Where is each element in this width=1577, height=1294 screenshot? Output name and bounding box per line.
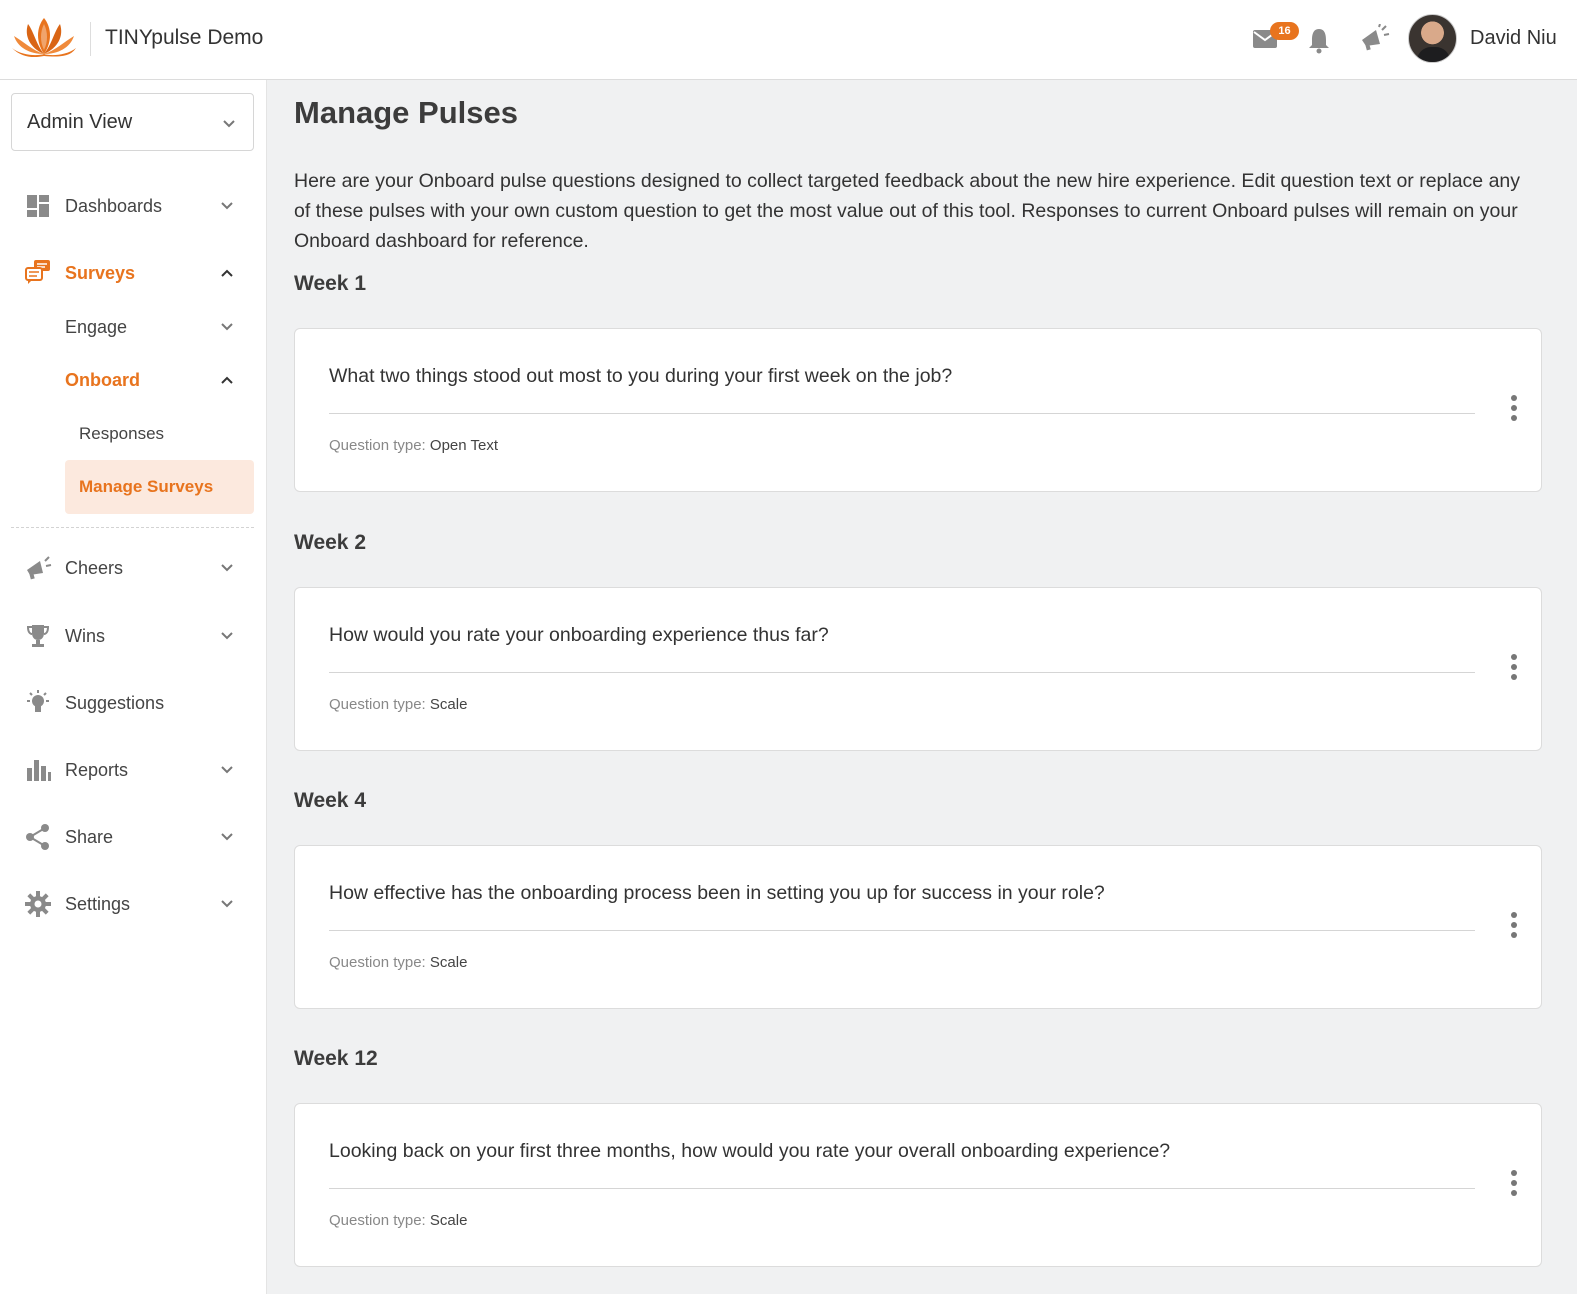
pulse-card[interactable] xyxy=(294,1103,1542,1267)
sidebar-item-wins[interactable] xyxy=(0,614,267,658)
surveys-icon xyxy=(24,258,52,286)
brand-divider xyxy=(90,22,91,56)
lotus-logo-icon[interactable] xyxy=(10,14,78,60)
sidebar-item-label: Cheers xyxy=(65,558,124,578)
question-type-value: Open Text xyxy=(429,437,499,454)
user-name[interactable]: David Niu xyxy=(1470,27,1557,49)
more-options-icon[interactable] xyxy=(1509,654,1519,684)
app-title[interactable]: TINYpulse Demo xyxy=(105,26,264,49)
sidebar-item-label: Wins xyxy=(65,626,105,646)
sidebar-item-share[interactable] xyxy=(0,815,267,859)
trophy-icon xyxy=(24,622,52,650)
pulse-question[interactable]: How effective has the onboarding process been in setting you up for success in your role? xyxy=(329,882,1105,904)
pulse-card[interactable] xyxy=(294,587,1542,751)
pulse-question[interactable]: How would you rate your onboarding experience thus far? xyxy=(329,624,829,646)
intro-text: Here are your Onboard pulse questions designed to collect targeted feedback about the new hire experience. Edit question text or replace any of these pulses with your own custom question to get the most value out of this tool. Responses to current Onboard pulses will remain on your Onboard dashboard for reference. xyxy=(294,170,1521,252)
week-heading: Week 12 xyxy=(294,1047,378,1070)
view-select[interactable] xyxy=(11,93,254,151)
chevron-down-icon xyxy=(220,763,234,777)
divider xyxy=(329,930,1475,931)
chevron-down-icon xyxy=(220,830,234,844)
sidebar-subitem-label: Responses xyxy=(79,424,165,443)
week-heading: Week 1 xyxy=(294,272,366,295)
question-type-value: Scale xyxy=(429,696,468,713)
sidebar-item-onboard[interactable] xyxy=(0,358,267,402)
sidebar-item-engage[interactable] xyxy=(0,305,267,349)
question-type-prefix: Question type: xyxy=(329,954,430,971)
sidebar-item-label: Settings xyxy=(65,894,131,914)
divider xyxy=(329,1188,1475,1189)
divider xyxy=(329,672,1475,673)
pulse-card[interactable] xyxy=(294,845,1542,1009)
sidebar-item-label: Dashboards xyxy=(65,196,163,216)
question-type-prefix: Question type: xyxy=(329,696,430,713)
more-options-icon[interactable] xyxy=(1509,1170,1519,1200)
pulse-question[interactable]: Looking back on your first three months, how would you rate your overall onboarding experience? xyxy=(329,1140,1171,1162)
sidebar-item-label: Share xyxy=(65,827,114,847)
question-type-value: Scale xyxy=(429,954,468,971)
chevron-down-icon xyxy=(220,561,234,575)
chevron-down-icon xyxy=(222,116,236,130)
pulse-question[interactable]: What two things stood out most to you during your first week on the job? xyxy=(329,365,953,387)
sidebar-item-responses[interactable] xyxy=(0,412,267,456)
question-type xyxy=(329,437,498,454)
share-icon xyxy=(24,823,52,851)
question-type-prefix: Question type: xyxy=(329,1212,430,1229)
bar-chart-icon xyxy=(24,756,52,784)
sidebar-item-label: Suggestions xyxy=(65,693,165,713)
question-type-prefix: Question type: xyxy=(329,437,430,454)
sidebar-item-cheers[interactable] xyxy=(0,546,267,590)
pulse-card[interactable] xyxy=(294,328,1542,492)
sidebar-divider xyxy=(11,527,254,528)
question-type-value: Scale xyxy=(429,1212,468,1229)
view-select-label: Admin View xyxy=(27,111,133,133)
gear-icon xyxy=(24,890,52,918)
question-type xyxy=(329,696,467,713)
dashboard-icon xyxy=(24,192,52,220)
question-type xyxy=(329,954,467,971)
avatar[interactable] xyxy=(1408,14,1457,63)
sidebar-item-dashboards[interactable] xyxy=(0,184,267,228)
top-bar xyxy=(0,0,1577,80)
more-options-icon[interactable] xyxy=(1509,912,1519,942)
sidebar-item-label: Surveys xyxy=(65,263,136,283)
chevron-up-icon xyxy=(220,266,234,280)
sidebar-item-settings[interactable] xyxy=(0,882,267,926)
lightbulb-icon xyxy=(24,689,52,717)
mail-badge: 16 xyxy=(1270,22,1299,40)
bell-icon[interactable] xyxy=(1307,26,1331,54)
page-title: Manage Pulses xyxy=(294,95,518,130)
sidebar xyxy=(0,80,267,1294)
megaphone-icon xyxy=(24,554,52,582)
cheer-megaphone-icon[interactable] xyxy=(1358,24,1390,52)
chevron-down-icon xyxy=(220,320,234,334)
chevron-down-icon xyxy=(220,629,234,643)
sidebar-subitem-label: Engage xyxy=(65,317,128,337)
week-heading: Week 2 xyxy=(294,531,366,554)
week-heading: Week 4 xyxy=(294,789,366,812)
chevron-up-icon xyxy=(220,373,234,387)
chevron-down-icon xyxy=(220,897,234,911)
chevron-down-icon xyxy=(220,199,234,213)
question-type xyxy=(329,1212,467,1229)
sidebar-subitem-label: Onboard xyxy=(65,370,140,390)
sidebar-item-surveys[interactable] xyxy=(0,251,267,295)
more-options-icon[interactable] xyxy=(1509,395,1519,425)
sidebar-item-suggestions[interactable] xyxy=(0,681,267,725)
sidebar-subitem-label: Manage Surveys xyxy=(79,477,214,496)
sidebar-item-reports[interactable] xyxy=(0,748,267,792)
sidebar-item-manage-surveys[interactable] xyxy=(65,460,254,514)
divider xyxy=(329,413,1475,414)
sidebar-item-label: Reports xyxy=(65,760,129,780)
